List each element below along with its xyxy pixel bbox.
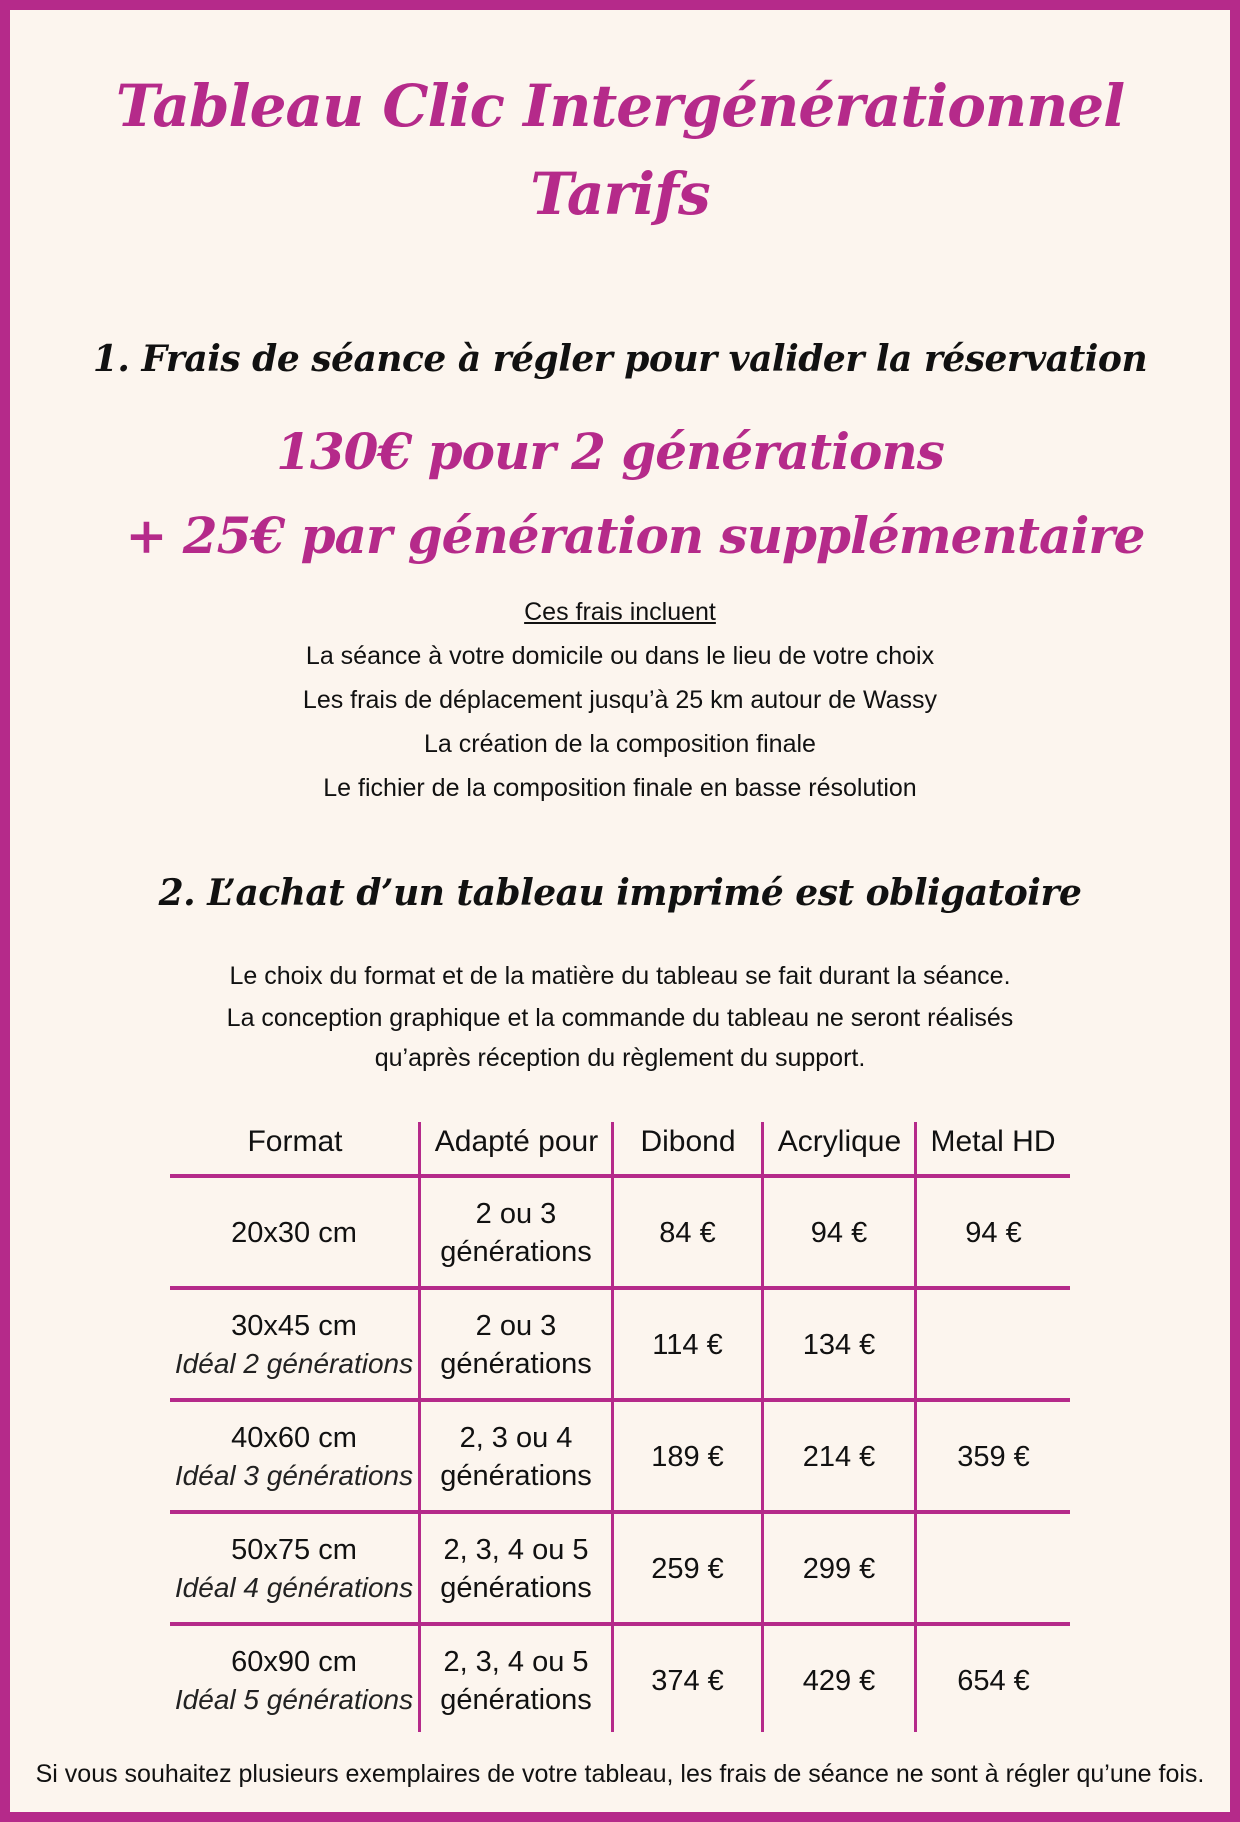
column-header-format: Format [247,1125,343,1158]
adapted-unit: générations [440,1572,592,1604]
adapted-cell [421,1178,611,1288]
format-size: 50x75 cm [231,1534,357,1566]
format-cell [170,1402,418,1512]
format-cell [170,1514,418,1624]
dibond-price: 259 € [651,1553,724,1585]
table-row [170,1290,1070,1400]
metal-price [917,1514,1070,1624]
extra-generation-price: + 25€ par génération supplémentaire [125,506,1145,565]
column-header-acrylique: Acrylique [777,1125,902,1158]
includes-item: Le fichier de la composition finale en basse résolution [323,774,917,802]
format-ideal: Idéal 4 générations [174,1572,414,1603]
support-note: Le choix du format et de la matière du tableau se fait durant la séance. [229,962,1011,990]
adapted-unit: générations [440,1236,592,1268]
adapted-unit: générations [440,1348,592,1380]
support-note: La conception graphique et la commande du tableau ne seront réalisés [226,1004,1014,1032]
metal-price [917,1290,1070,1400]
adapted-cell [421,1514,611,1624]
acrylique-price: 299 € [802,1553,876,1585]
format-size: 40x60 cm [231,1422,357,1454]
format-cell [170,1290,418,1400]
includes-item: La création de la composition finale [424,730,816,758]
adapted-cell [421,1402,611,1512]
table-row [170,1626,1070,1736]
section2-heading: 2. L’achat d’un tableau imprimé est obligatoire [158,872,1082,914]
page-title: Tableau Clic Intergénérationnel [115,72,1125,140]
metal-price: 654 € [957,1665,1030,1697]
format-size: 60x90 cm [231,1646,357,1678]
adapted-unit: générations [440,1684,592,1716]
format-ideal: Idéal 5 générations [174,1684,414,1715]
includes-item: La séance à votre domicile ou dans le lieu de votre choix [305,642,935,670]
includes-title: Ces frais incluent [524,598,716,626]
table-row [170,1178,1070,1288]
acrylique-price: 429 € [802,1665,876,1697]
acrylique-price: 214 € [802,1441,876,1473]
column-header-adapted: Adapté pour [434,1125,599,1158]
metal-price: 359 € [957,1441,1030,1473]
section1-heading: 1. Frais de séance à régler pour valider la réservation [92,338,1148,380]
adapted-cell [421,1626,611,1736]
adapted-range: 2, 3, 4 ou 5 [443,1534,589,1566]
table-row [170,1514,1070,1624]
adapted-range: 2 ou 3 [475,1310,557,1342]
adapted-range: 2, 3, 4 ou 5 [443,1646,589,1678]
support-note: qu’après réception du règlement du support. [374,1044,866,1072]
format-cell [170,1178,418,1288]
dibond-price: 374 € [651,1665,724,1697]
acrylique-price: 94 € [810,1217,868,1249]
metal-price: 94 € [965,1217,1022,1249]
includes-item: Les frais de déplacement jusqu’à 25 km autour de Wassy [302,686,938,714]
column-header-metal: Metal HD [930,1125,1056,1158]
format-ideal: Idéal 3 générations [174,1460,414,1491]
base-price: 130€ pour 2 générations [276,422,944,481]
page-subtitle: Tarifs [530,160,710,228]
adapted-cell [421,1290,611,1400]
table-header [170,1110,1070,1174]
dibond-price: 189 € [651,1441,724,1473]
format-ideal: Idéal 2 générations [174,1348,414,1379]
format-size: 30x45 cm [231,1310,357,1342]
adapted-range: 2 ou 3 [475,1198,557,1230]
adapted-unit: générations [440,1460,592,1492]
format-cell [170,1626,418,1736]
adapted-range: 2, 3 ou 4 [459,1422,573,1454]
price-sheet [10,10,1230,1812]
column-header-dibond: Dibond [640,1125,736,1158]
dibond-price: 84 € [659,1217,716,1249]
format-size: 20x30 cm [231,1217,357,1249]
footer-note: Si vous souhaitez plusieurs exemplaires de votre tableau, les frais de séance ne sont à régler qu’une fois. [35,1760,1205,1788]
acrylique-price: 134 € [802,1329,876,1361]
dibond-price: 114 € [652,1329,723,1361]
table-row [170,1402,1070,1512]
